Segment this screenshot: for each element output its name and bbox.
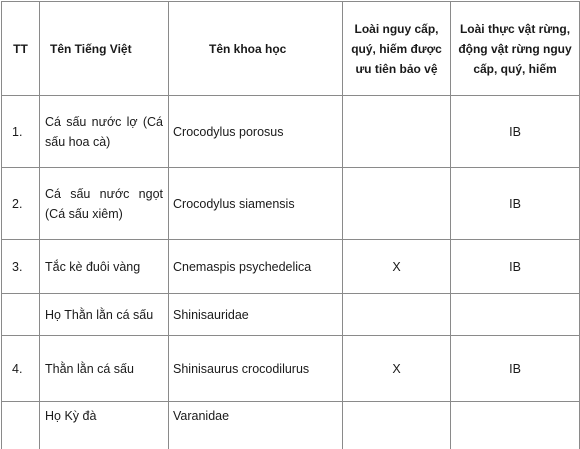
cell-priority (343, 168, 451, 240)
table-row (2, 168, 580, 240)
cell-scientific-name: Shinisaurus crocodilurus (169, 336, 343, 402)
cell-forest: IB (451, 336, 580, 402)
cell-priority: X (343, 336, 451, 402)
header-priority-protection: Loài nguy cấp, quý, hiếm được ưu tiên bảo vệ (343, 2, 451, 96)
cell-forest: IB (451, 240, 580, 294)
cell-tt: 4. (2, 336, 40, 402)
cell-forest (451, 294, 580, 336)
cell-tt: 3. (2, 240, 40, 294)
cell-family-vietnamese-name: Họ Kỳ đà (40, 402, 169, 449)
cell-vietnamese-name: Cá sấu nước lợ (Cá sấu hoa cà) (40, 96, 169, 168)
header-forest-species: Loài thực vật rừng, động vật rừng nguy cấp, quý, hiếm (451, 2, 580, 96)
header-tt: TT (2, 2, 40, 96)
cell-priority (343, 402, 451, 449)
table-row (2, 96, 580, 168)
table-row-family (2, 294, 580, 336)
cell-scientific-name: Cnemaspis psychedelica (169, 240, 343, 294)
cell-forest (451, 402, 580, 449)
table-row (2, 240, 580, 294)
cell-tt: 1. (2, 96, 40, 168)
cell-forest: IB (451, 96, 580, 168)
table-header-row (2, 2, 580, 96)
cell-tt: 2. (2, 168, 40, 240)
header-scientific-name: Tên khoa học (169, 2, 343, 96)
cell-tt (2, 294, 40, 336)
header-vietnamese-name: Tên Tiếng Việt (40, 2, 169, 96)
cell-priority: X (343, 240, 451, 294)
cell-scientific-name: Crocodylus porosus (169, 96, 343, 168)
cell-family-scientific-name: Shinisauridae (169, 294, 343, 336)
cell-family-scientific-name: Varanidae (169, 402, 343, 449)
cell-scientific-name: Crocodylus siamensis (169, 168, 343, 240)
cell-family-vietnamese-name: Họ Thằn lằn cá sấu (40, 294, 169, 336)
cell-vietnamese-name: Cá sấu nước ngọt (Cá sấu xiêm) (40, 168, 169, 240)
cell-vietnamese-name: Thằn lằn cá sấu (40, 336, 169, 402)
cell-tt (2, 402, 40, 449)
cell-priority (343, 294, 451, 336)
species-table (1, 1, 580, 449)
table-row-family (2, 402, 580, 449)
cell-vietnamese-name: Tắc kè đuôi vàng (40, 240, 169, 294)
table-row (2, 336, 580, 402)
cell-priority (343, 96, 451, 168)
cell-forest: IB (451, 168, 580, 240)
